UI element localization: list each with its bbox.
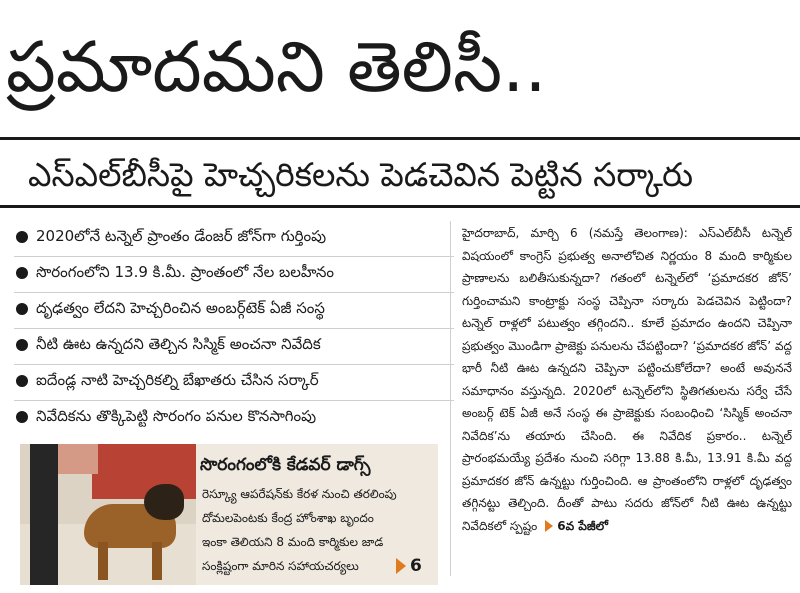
continued-link[interactable] xyxy=(545,515,608,538)
highlight-item xyxy=(14,365,454,401)
highlight-text: 2020లోనే టన్నెల్ ప్రాంతం డేంజర్ జోన్‌గా గుర్తింపు xyxy=(36,227,327,245)
sidebar-line: దోమలపెంటకు కేంద్ర హోంశాఖ బృందం xyxy=(202,511,374,525)
photo-dog-head xyxy=(144,484,184,520)
arrow-right-icon xyxy=(545,520,553,532)
photo-dog-leg xyxy=(152,542,162,580)
highlight-item xyxy=(14,257,454,293)
highlight-text: సొరంగంలోని 13.9 కి.మీ. ప్రాంతంలో నేల బలహీనం xyxy=(36,263,335,281)
highlight-item xyxy=(14,329,454,365)
highlight-text: దృఢత్వం లేదని హెచ్చరించిన అంబర్గ్‌టెక్ ఏజీ సంస్థ xyxy=(36,299,325,317)
article-body xyxy=(462,222,792,582)
arrow-right-icon xyxy=(396,558,406,574)
bullet-icon xyxy=(16,231,28,243)
bullet-icon xyxy=(16,375,28,387)
bullet-icon xyxy=(16,267,28,279)
sidebar-title: సొరంగంలోకి కేడవర్ డాగ్స్ xyxy=(200,455,371,475)
article-paragraph xyxy=(462,222,792,537)
photo-person-leg xyxy=(30,444,58,585)
sidebar-page-ref: 6 xyxy=(410,556,422,576)
highlight-text: ఐదేండ్ల నాటి హెచ్చరికల్ని బేఖాతరు చేసిన సర్కార్ xyxy=(36,371,319,389)
sidebar-line: సంక్లిష్టంగా మారిన సహాయచర్యలు xyxy=(202,559,359,573)
bullet-icon xyxy=(16,411,28,423)
sidebar-line: ఇంకా తెలియని 8 మంది కార్మికుల జాడ xyxy=(202,535,384,549)
divider-rule xyxy=(0,137,800,140)
bullet-icon xyxy=(16,339,28,351)
dog-photo xyxy=(20,444,196,585)
subheadline: ఎస్‌ఎల్‌బీసీపై హెచ్చరికలను పెడచెవిన పెట్టిన సర్కారు xyxy=(28,155,694,194)
column-divider xyxy=(450,221,451,576)
headline: ప్రమాదమని తెలిసీ.. xyxy=(6,26,547,108)
highlights-list xyxy=(14,221,454,436)
highlight-item xyxy=(14,401,454,436)
continued-label: 6వ పేజీలో xyxy=(557,518,608,533)
article-text: హైదరాబాద్, మార్చి 6 (నమస్తే తెలంగాణ): ఎస్‌ఎల్‌బీసీ టన్నెల్ విషయంలో కాంగ్రెస్ ప్రభుత్వ అనాలోచిత నిర్ణయం 8 మంది కార్మికుల ప్రాణాలను బలితీసుకున్నదా? గతంలో టన్నెల్‌లో ‘ప్రమాదకర జోన్’ గుర్తించామని కాంట్రాక్టు సంస్థ చెప్పినా సర్కారు పెడచెవిన పెట్టిందా? టన్నెల్ రాళ్లలో పటుత్వం తగ్గిందని.. కూలే ప్రమాదం ఉందని చెప్పినా ప్రభుత్వం మొండిగా ప్రాజెక్టు పనులను చేపట్టిందా? ‘ప్రమాదకర జోన్’ వద్ద భారీ నీటి ఊట ఉన్నదని చెప్పినా పట్టించుకోలేదా? అంటే అవుననే సమాధానం వస్తున్నది. 2020లో టన్నెల్‌లోని స్థితిగతులను సర్వే చేసే అంబర్గ్ టెక్ ఏజీ అనే సంస్థ ఈ ప్రాజెక్టుకు సంబంధించి ‘సిస్మిక్ అంచనా నివేదిక’ను తయారు చేసింది. ఈ నివేదిక ప్రకారం.. టన్నెల్ ప్రారంభమయ్యే ప్రదేశం నుంచి సరిగ్గా 13.88 కి.మీ, 13.91 కి.మీ వద్ద ప్రమాదకర జోన్ ఉన్నట్టు గుర్తించింది. ఆ ప్రాంతంలోని రాళ్లలో దృఢత్వం తగ్గినట్టు తెల్చింది. దీంతో పాటు సదరు జోన్‌లో నీటి ఊట ఉన్నట్టు నివేదికలో స్పష్టం xyxy=(462,226,792,533)
photo-dog-leg xyxy=(98,542,108,580)
sidebar-line: రెస్క్యూ ఆపరేషన్‌కు కేరళ నుంచి తరలింపు xyxy=(202,487,397,501)
highlight-text: నివేదికను తొక్కిపెట్టి సొరంగం పనుల కొనసాగింపు xyxy=(36,407,317,425)
highlight-item xyxy=(14,293,454,329)
highlight-text: నీటి ఊట ఉన్నదని తెల్చిన సిస్మిక్ అంచనా నివేదిక xyxy=(36,335,321,353)
highlight-item xyxy=(14,221,454,257)
sidebar-panel xyxy=(196,444,438,585)
bullet-icon xyxy=(16,303,28,315)
divider-rule xyxy=(0,205,800,208)
